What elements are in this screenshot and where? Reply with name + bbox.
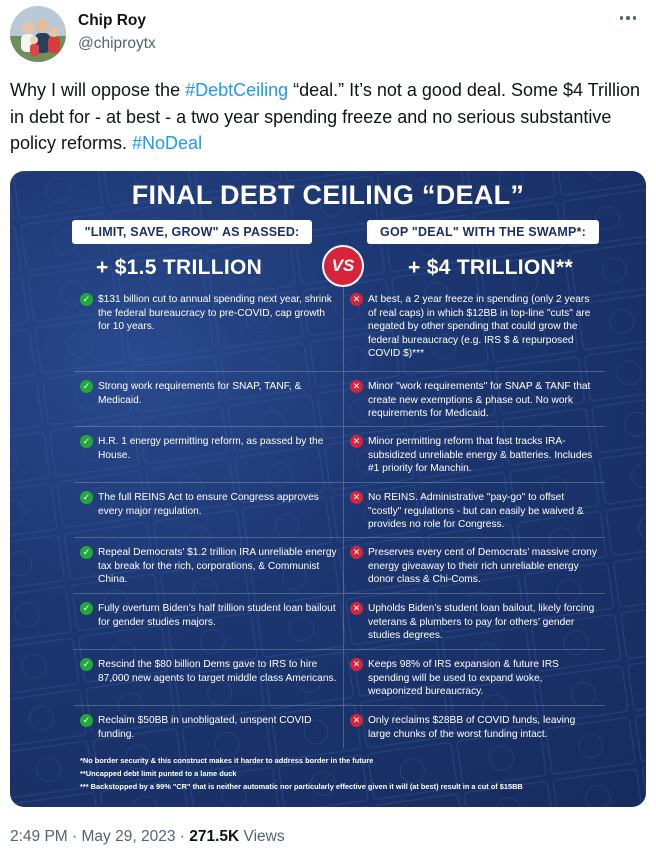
left-cell xyxy=(74,285,344,371)
cell-text: H.R. 1 energy permitting reform, as passed by the House. xyxy=(98,436,324,461)
check-circle-icon: ✓ xyxy=(80,380,93,393)
right-column-heading: GOP "DEAL" WITH THE SWAMP*: xyxy=(367,220,599,244)
table-row xyxy=(74,706,605,748)
author-handle[interactable]: @chiproytx xyxy=(78,35,156,52)
table-row xyxy=(74,483,605,538)
x-circle-icon: ✕ xyxy=(350,491,363,504)
right-cell xyxy=(344,538,605,593)
table-row xyxy=(74,538,605,594)
footnote: **Uncapped debt limit punted to a lame duck xyxy=(80,769,237,778)
left-cell xyxy=(74,594,344,649)
table-row xyxy=(74,594,605,650)
tweet-text xyxy=(10,77,646,157)
cell-text: At best, a 2 year freeze in spending (only 2 years of real caps) in which $12BB in top-line "cuts" are negated by other spending that could grow the federal bureaucracy (e.g. IRS $ & repurposed COVID $)*** xyxy=(368,294,591,360)
tweet-text-part: Why I will oppose the xyxy=(10,80,186,100)
x-circle-icon: ✕ xyxy=(350,714,363,727)
table-row xyxy=(74,372,605,427)
post-time[interactable]: 2:49 PM xyxy=(10,828,68,845)
x-circle-icon: ✕ xyxy=(350,380,363,393)
tweet-text-part: “deal.” It’s not a good deal. Some $4 Trillion in debt for - at best - a two year spending freeze and no serious substantive policy reforms. xyxy=(10,80,641,153)
left-amount: + $1.5 TRILLION xyxy=(96,256,263,279)
author-name[interactable]: Chip Roy xyxy=(78,12,147,29)
infographic-title: FINAL DEBT CEILING “DEAL” xyxy=(131,180,525,210)
left-cell xyxy=(74,650,344,705)
x-circle-icon: ✕ xyxy=(350,293,363,306)
cell-text: Only reclaims $28BB of COVID funds, leaving large chunks of the worst funding intact. xyxy=(368,715,576,740)
right-amount: + $4 TRILLION** xyxy=(408,256,573,279)
tweet-header xyxy=(10,6,646,62)
right-cell xyxy=(344,372,605,426)
check-circle-icon: ✓ xyxy=(80,293,93,306)
x-circle-icon: ✕ xyxy=(350,435,363,448)
cell-text: Reclaim $50BB in unobligated, unspent COVID funding. xyxy=(98,715,312,740)
right-cell xyxy=(344,706,605,748)
cell-text: Minor "work requirements" for SNAP & TANF that create new exemptions & phase out. No work requirements for Medicaid. xyxy=(368,381,591,420)
right-cell xyxy=(344,427,605,482)
cell-text: Strong work requirements for SNAP, TANF, & Medicaid. xyxy=(98,381,302,406)
check-circle-icon: ✓ xyxy=(80,491,93,504)
cell-text: Upholds Biden’s student loan bailout, likely forcing veterans & plumbers to pay for others’ gender studies degrees. xyxy=(368,603,595,642)
check-circle-icon: ✓ xyxy=(80,658,93,671)
more-horizontal-icon[interactable] xyxy=(614,8,642,28)
footnote: *No border security & this construct makes it harder to address border in the future xyxy=(80,756,374,765)
left-cell xyxy=(74,483,344,537)
views-count: 271.5K xyxy=(189,828,240,845)
cell-text: Fully overturn Biden’s half trillion student loan bailout for gender studies majors. xyxy=(98,603,336,628)
cell-text: Minor permitting reform that fast tracks IRA-subsidized unreliable energy & batteries. Includes #1 priority for Manchin. xyxy=(368,436,593,475)
cell-text: Rescind the $80 billion Dems gave to IRS to hire 87,000 new agents to target middle class Americans. xyxy=(98,659,337,684)
right-cell xyxy=(344,594,605,649)
cell-text: $131 billion cut to annual spending next year, shrink the federal bureaucracy to pre-COVID, cap growth for 10 years. xyxy=(98,294,332,333)
post-date[interactable]: May 29, 2023 xyxy=(81,828,176,845)
footnote: *** Backstopped by a 99% "CR" that is neither automatic nor particularly effective given it will (at best) result in a cut of $15BB xyxy=(80,782,523,791)
hashtag-link[interactable]: #DebtCeiling xyxy=(185,80,289,100)
vs-badge: VS xyxy=(322,245,364,287)
table-row xyxy=(74,650,605,706)
x-circle-icon: ✕ xyxy=(350,602,363,615)
cell-text: Keeps 98% of IRS expansion & future IRS spending will be used to expand woke, weaponized bureaucracy. xyxy=(368,659,559,698)
cell-text: No REINS. Administrative "pay-go" to offset "costly" regulations - but can easily be waived & provides no role for Congress. xyxy=(368,492,584,531)
left-cell xyxy=(74,706,344,748)
cell-text: The full REINS Act to ensure Congress approves every major regulation. xyxy=(98,492,319,517)
check-circle-icon: ✓ xyxy=(80,546,93,559)
check-circle-icon: ✓ xyxy=(80,435,93,448)
x-circle-icon: ✕ xyxy=(350,546,363,559)
check-circle-icon: ✓ xyxy=(80,714,93,727)
left-cell xyxy=(74,372,344,426)
x-circle-icon: ✕ xyxy=(350,658,363,671)
tweet-meta: 2:49 PM · May 29, 2023 · 271.5K Views xyxy=(10,828,285,845)
hashtag-link[interactable]: #NoDeal xyxy=(132,133,203,153)
table-row xyxy=(74,285,605,372)
left-cell xyxy=(74,538,344,593)
views-label: Views xyxy=(239,828,285,845)
cell-text: Repeal Democrats’ $1.2 trillion IRA unreliable energy tax break for the rich, corporations, & Communist China. xyxy=(98,547,337,586)
cell-text: Preserves every cent of Democrats’ massive crony energy giveaway to their rich unreliable energy donor class & Chi-Coms. xyxy=(368,547,597,586)
left-column-heading: "LIMIT, SAVE, GROW" AS PASSED: xyxy=(72,220,312,244)
left-cell xyxy=(74,427,344,482)
comparison-table xyxy=(74,285,605,748)
right-cell xyxy=(344,285,605,371)
right-cell xyxy=(344,650,605,705)
right-cell xyxy=(344,483,605,537)
infographic-image[interactable] xyxy=(10,171,646,807)
check-circle-icon: ✓ xyxy=(80,602,93,615)
table-row xyxy=(74,427,605,483)
avatar[interactable] xyxy=(10,6,66,62)
